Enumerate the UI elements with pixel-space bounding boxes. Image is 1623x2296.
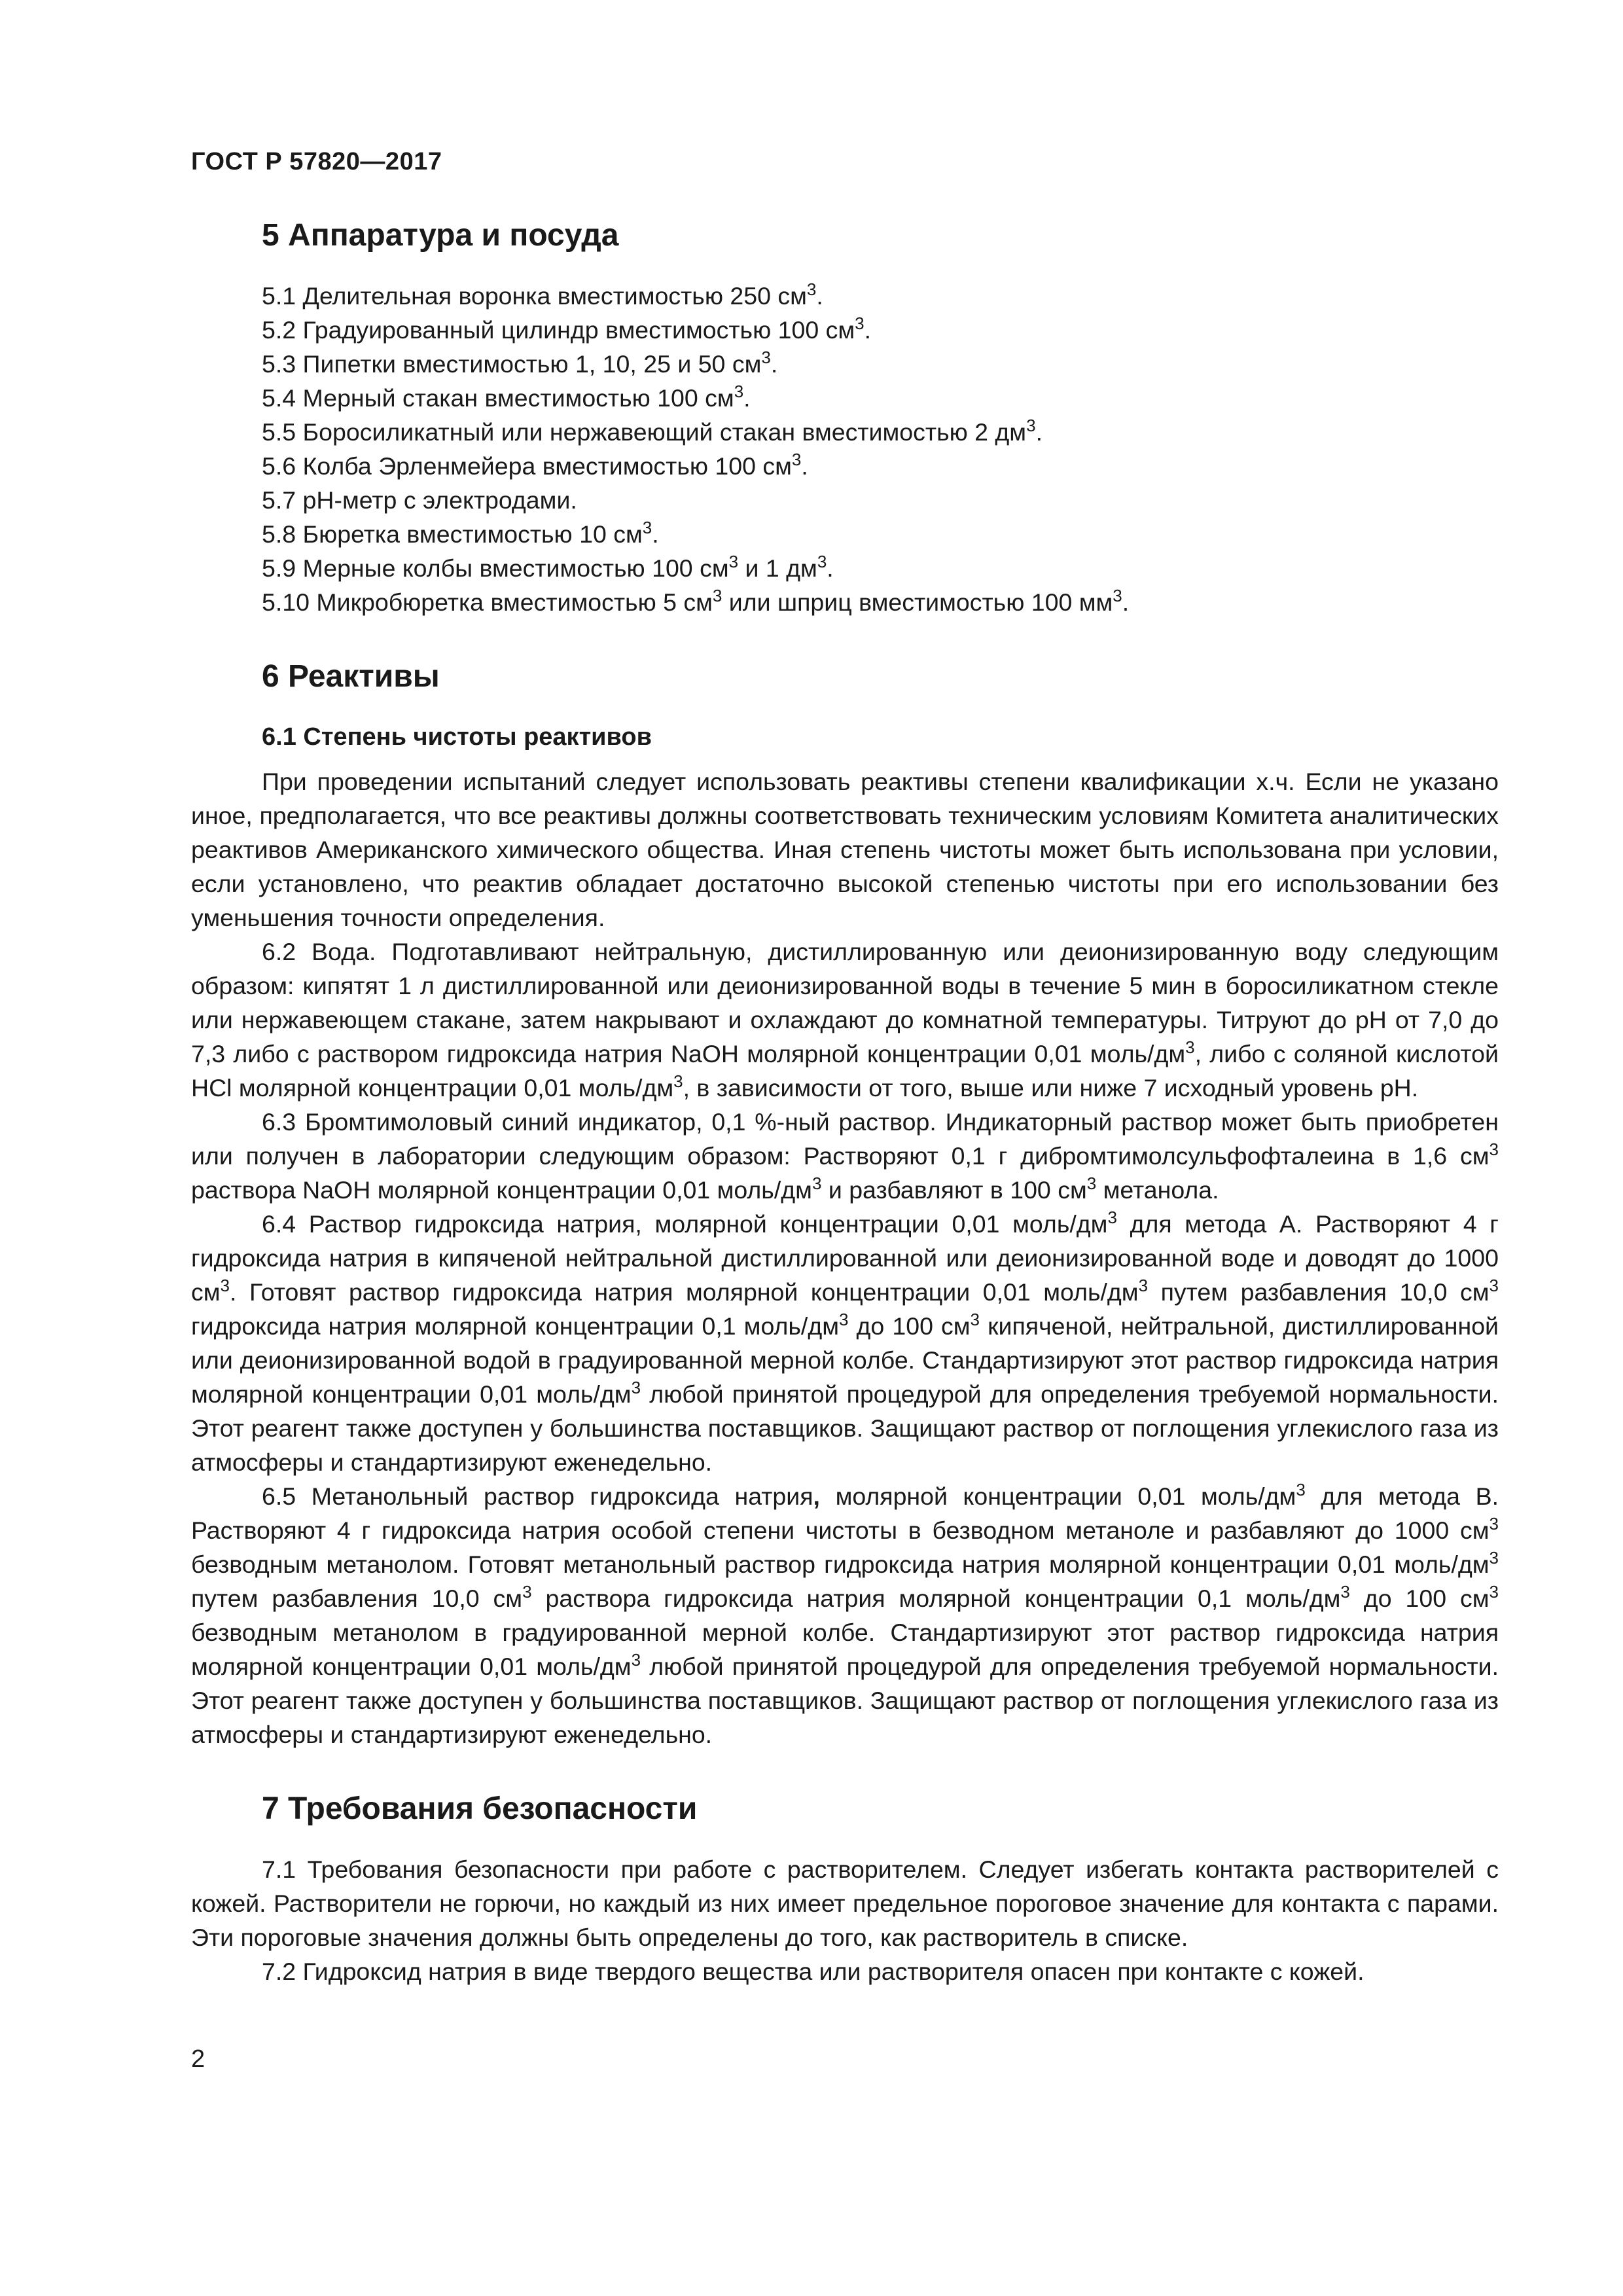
list-item: 5.5 Боросиликатный или нержавеющий стакан вместимостью 2 $дм^3$. [262,416,1043,446]
section-7-title: 7 Требования безопасности [262,1791,698,1826]
list-item: 5.9 Мерные колбы вместимостью 100 $см^3$ и 1 $дм^3$. [262,552,834,582]
paragraph-6-1: При проведении испытаний следует использовать реактивы степени квалификации х.ч. Если не указано иное, предполагается, что все реактивы должны соответствовать техническим условиям Комитета аналитических реактивов Американского химического общества. Иная степень чистоты может быть использована при условии, если установлено, что реактив обладает достаточно высокой степенью чистоты при его использовании без уменьшения точности определения. [191,768,1499,931]
list-item: 5.7 pH-метр с электродами. [262,486,577,514]
section-6-title: 6 Реактивы [262,659,440,694]
list-item: 5.6 Колба Эрленмейера вместимостью 100 $см^3$. [262,450,808,480]
list-item: 5.1 Делительная воронка вместимостью 250 $см^3$. [262,279,823,310]
section-5 [191,216,1499,619]
paragraph-7-1: 7.1 Требования безопасности при работе с растворителем. Следует избегать контакта растворителей с кожей. Растворители не горючи, но каждый из них имеет предельное пороговое значение для контакта с парами. Эти пороговые значения должны быть определены до того, как растворитель в списке. [191,1856,1499,1951]
paragraph-6-2: 6.2 Вода. Подготавливают нейтральную, дистиллированную или деионизированную воду следующим образом: кипятят 1 л дистиллированной или деионизированной воды в течение 5 мин в боросиликатном стекле или нержавеющем стакане, затем накрывают и охлаждают до комнатной температуры. Титруют до pH от 7,0 до 7,3 либо с раствором гидроксида натрия NaOH молярной концентрации 0,01 моль/$дм^3$, либо с соляной кислотой HCl молярной концентрации 0,01 моль/$дм^3$, в зависимости от того, выше или ниже 7 исходный уровень pH. [191,938,1499,1102]
list-item: 5.10 Микробюретка вместимостью 5 $см^3$ или шприц вместимостью 100 $мм^3$. [262,586,1130,616]
page-number: 2 [191,2045,205,2073]
section-6-1-title: 6.1 Степень чистоты реактивов [262,723,652,751]
page-content [191,216,1499,2026]
paragraph-7-2: 7.2 Гидроксид натрия в виде твердого вещества или растворителя опасен при контакте с кожей. [262,1958,1364,1985]
list-item: 5.2 Градуированный цилиндр вместимостью 100 $см^3$. [262,314,872,344]
document-code: ГОСТ Р 57820—2017 [191,148,442,175]
list-item: 5.4 Мерный стакан вместимостью 100 $см^3$. [262,382,751,412]
list-item: 5.8 Бюретка вместимостью 10 $см^3$. [262,518,659,548]
paragraph-6-5: 6.5 Метанольный раствор гидроксида натрия, молярной концентрации 0,01 моль/$дм^3$ для метода В. Растворяют 4 г гидроксида натрия особой степени чистоты в безводном метаноле и разбавляют до 1000 $см^3$ безводным метанолом. Готовят метанольный раствор гидроксида натрия молярной концентрации 0,01 моль/$дм^3$ путем разбавления 10,0 $см^3$ раствора гидроксида натрия молярной концентрации 0,1 моль/$дм^3$ до 100 $см^3$ безводным метанолом в градуированной мерной колбе. Стандартизируют этот раствор гидроксида натрия молярной концентрации 0,01 моль/$дм^3$ любой принятой процедурой для определения требуемой нормальности. Этот реагент также доступен у большинства поставщиков. Защищают раствор от поглощения углекислого газа из атмосферы и стандартизируют еженедельно. [191,1480,1499,1748]
list-item: 5.3 Пипетки вместимостью 1, 10, 25 и 50 $см^3$. [262,348,778,378]
paragraph-6-4: 6.4 Раствор гидроксида натрия, молярной концентрации 0,01 моль/$дм^3$ для метода А. Растворяют 4 г гидроксида натрия в кипяченой нейтральной дистиллированной или деионизированной воде и доводят до 1000 $см^3$. Готовят раствор гидроксида натрия молярной концентрации 0,01 моль/$дм^3$ путем разбавления 10,0 $см^3$ гидроксида натрия молярной концентрации 0,1 моль/$дм^3$ до 100 $см^3$ кипяченой, нейтральной, дистиллированной или деионизированной водой в градуированной мерной колбе. Стандартизируют этот раствор гидроксида натрия молярной концентрации 0,01 моль/$дм^3$ любой принятой процедурой для определения требуемой нормальности. Этот реагент также доступен у большинства поставщиков. Защищают раствор от поглощения углекислого газа из атмосферы и стандартизируют еженедельно. [191,1208,1499,1476]
section-6 [191,657,1499,1751]
section-7 [191,1789,1499,1988]
paragraph-6-3: 6.3 Бромтимоловый синий индикатор, 0,1 %-ный раствор. Индикаторный раствор может быть приобретен или получен в лаборатории следующим образом: Растворяют 0,1 г дибромтимолсульфофталеина в 1,6 $см^3$ раствора NaOH молярной концентрации 0,01 моль/$дм^3$ и разбавляют в 100 $см^3$ метанола. [191,1108,1499,1204]
section-5-list [191,279,1499,551]
section-5-title: 5 Аппаратура и посуда [262,218,619,253]
